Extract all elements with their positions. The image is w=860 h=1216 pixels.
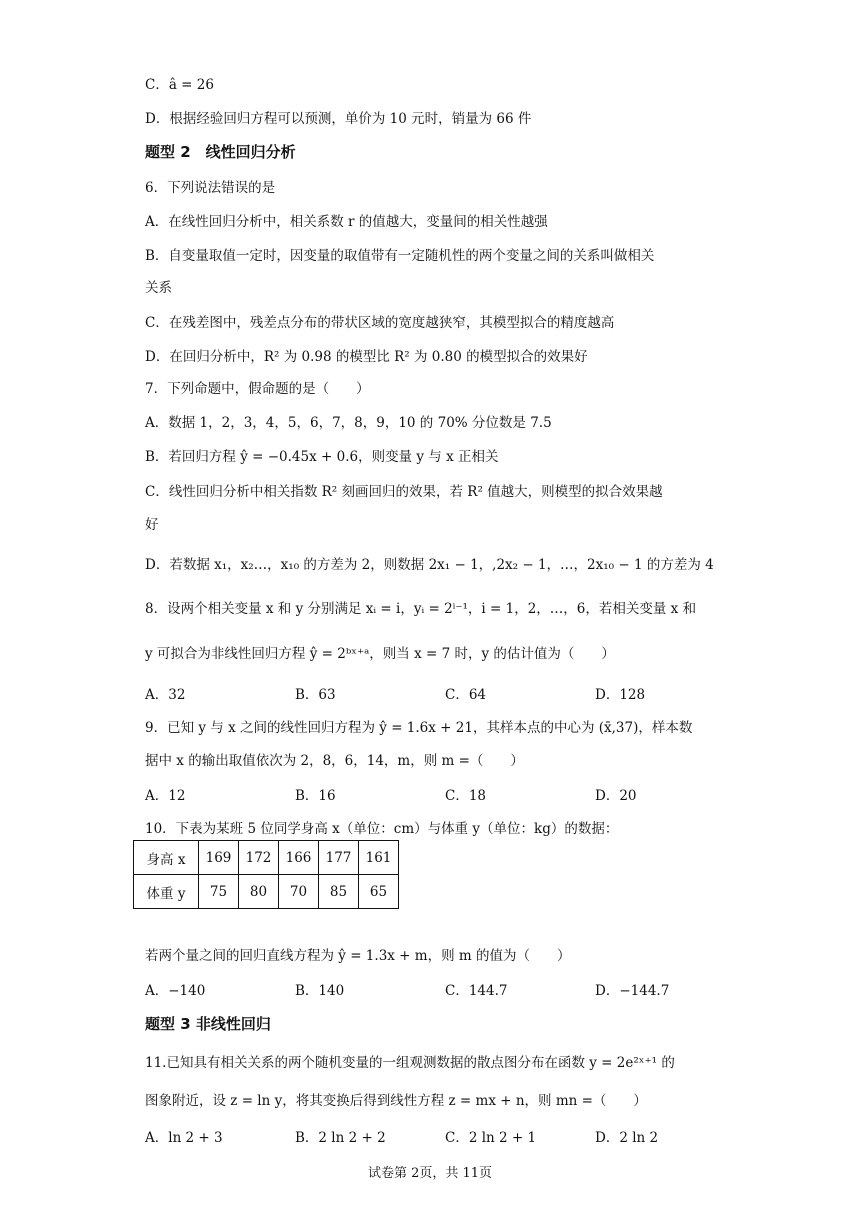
question-10-cont: 若两个量之间的回归直线方程为 ŷ = 1.3x + m，则 m 的值为（ ） [145,948,571,964]
table-cell: 75 [199,875,239,909]
q10-option-d: D．−144.7 [595,983,670,999]
question-10: 10．下表为某班 5 位同学身高 x（单位：cm）与体重 y（单位：kg）的数据： [145,821,619,837]
q8-option-c: C．64 [445,687,487,703]
q11-option-a: A．ln 2 + 3 [145,1130,223,1146]
q7-option-c: C．线性回归分析中相关指数 R² 刻画回归的效果，若 R² 值越大，则模型的拟合效果越 [145,484,663,500]
q6-option-c: C．在残差图中，残差点分布的带状区域的宽度越狭窄，其模型拟合的精度越高 [145,315,615,331]
q7-option-b: B．若回归方程 ŷ = −0.45x + 0.6，则变量 y 与 x 正相关 [145,449,499,465]
question-8-line2: y 可拟合为非线性回归方程 ŷ = 2ᵇˣ⁺ᵃ，则当 x = 7 时，y 的估计值为（ ） [145,646,615,662]
table-cell: 85 [319,875,359,909]
q11-option-b: B．2 ln 2 + 2 [295,1130,386,1146]
q7-option-a: A．数据 1，2，3，4，5，6，7，8，9，10 的 70% 分位数是 7.5 [145,415,552,431]
table-cell: 80 [239,875,279,909]
question-11-line2: 图象附近，设 z = ln y，将其变换后得到线性方程 z = mx + n，则 mn =（ ） [145,1093,647,1109]
question-8-line1: 8．设两个相关变量 x 和 y 分别满足 xᵢ = i，yᵢ = 2ⁱ⁻¹，i = 1，2，…，6，若相关变量 x 和 [145,601,697,617]
table-cell: 70 [279,875,319,909]
q8-option-d: D．128 [595,687,646,703]
q8-option-a: A．32 [145,687,186,703]
q9-option-a: A．12 [145,788,186,804]
q9-option-d: D．20 [595,788,637,804]
height-weight-table [133,840,399,909]
table-row-weight [134,875,399,909]
q10-option-c: C．144.7 [445,983,508,999]
question-6: 6．下列说法错误的是 [145,180,276,196]
question-9-line1: 9．已知 y 与 x 之间的线性回归方程为 ŷ = 1.6x + 21，其样本点的中心为 (x̄,37)，样本数 [145,720,693,736]
q6-option-b: B．自变量取值一定时，因变量的取值带有一定随机性的两个变量之间的关系叫做相关 [145,248,655,264]
q10-option-a: A．−140 [145,983,206,999]
table-cell: 161 [359,841,399,875]
table-cell: 172 [239,841,279,875]
q6-option-b-cont: 关系 [145,280,172,296]
table-cell-head: 身高 x [134,841,199,875]
question-11-line1: 11.已知具有相关关系的两个随机变量的一组观测数据的散点图分布在函数 y = 2e²ˣ⁺¹ 的 [145,1055,675,1071]
q9-option-c: C．18 [445,788,487,804]
line-d-prediction: D．根据经验回归方程可以预测，单价为 10 元时，销量为 66 件 [145,111,532,127]
line-c-a-hat: C．â = 26 [145,77,214,93]
q9-option-b: B．16 [295,788,336,804]
section-title-3: 题型 3 非线性回归 [145,1015,271,1033]
page-footer: 试卷第 2页，共 11页 [367,1166,493,1181]
table-cell: 169 [199,841,239,875]
question-9-line2: 据中 x 的输出取值依次为 2，8，6，14，m，则 m =（ ） [145,753,524,769]
table-cell: 177 [319,841,359,875]
table-cell: 166 [279,841,319,875]
q11-option-d: D．2 ln 2 [595,1130,659,1146]
q6-option-a: A．在线性回归分析中，相关系数 r 的值越大，变量间的相关性越强 [145,214,548,230]
q6-option-d: D．在回归分析中，R² 为 0.98 的模型比 R² 为 0.80 的模型拟合的效果好 [145,349,588,365]
table-cell: 65 [359,875,399,909]
q8-option-b: B．63 [295,687,336,703]
q11-option-c: C．2 ln 2 + 1 [445,1130,537,1146]
q7-option-c-cont: 好 [145,517,159,533]
section-title-2: 题型 2 线性回归分析 [145,143,296,161]
q7-option-d: D．若数据 x₁，x₂…，x₁₀ 的方差为 2，则数据 2x₁ − 1，,2x₂ − 1，…，2x₁₀ − 1 的方差为 4 [145,557,714,573]
question-7: 7．下列命题中，假命题的是（ ） [145,381,370,397]
table-row-height [134,841,399,875]
table-cell-head: 体重 y [134,875,199,909]
q10-option-b: B．140 [295,983,345,999]
